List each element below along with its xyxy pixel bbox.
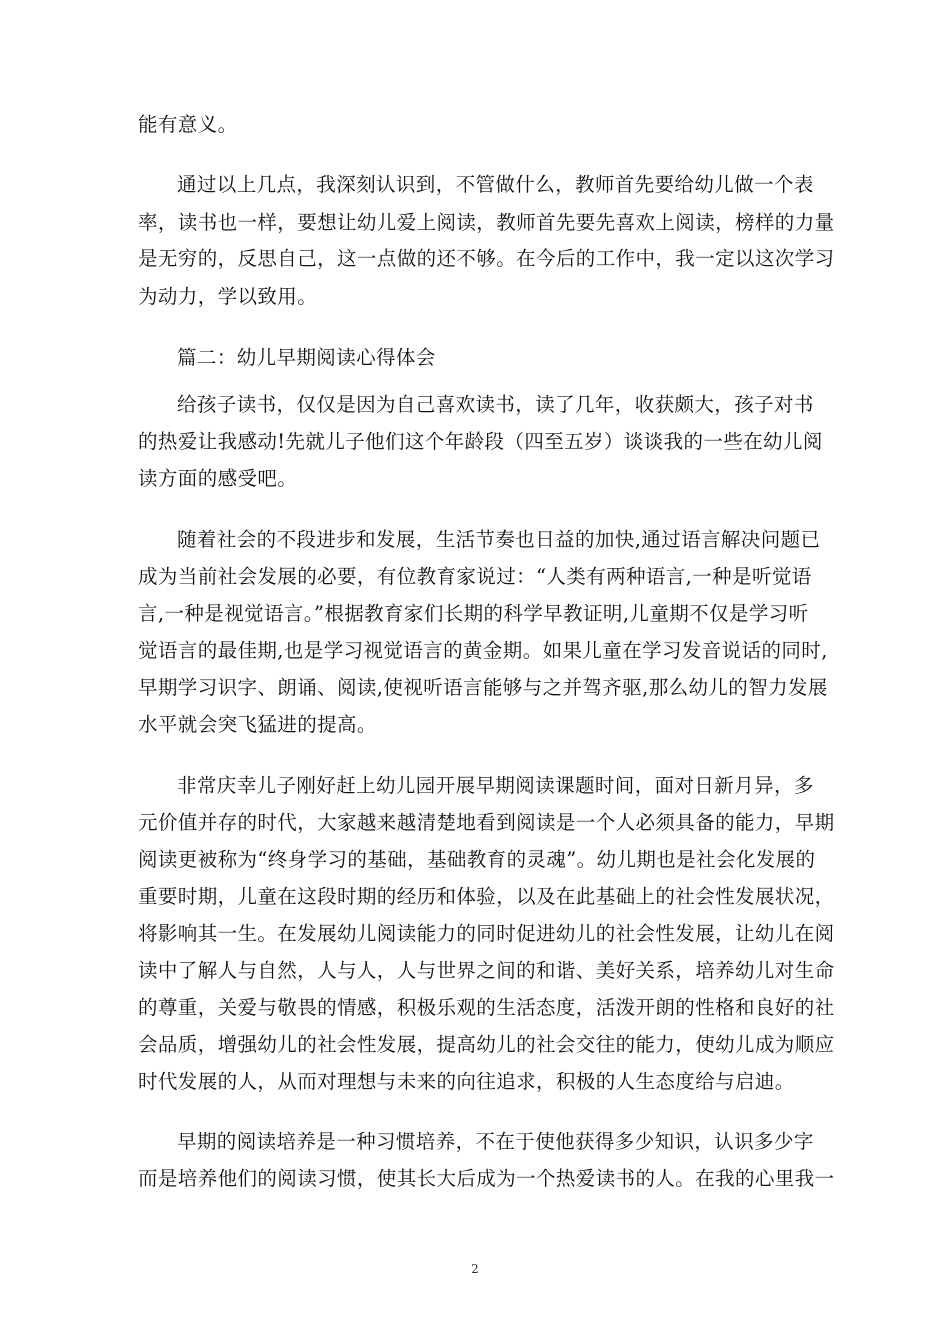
- text-line: 的尊重，关爱与敬畏的情感，积极乐观的生活态度，活泼开朗的性格和良好的社: [138, 996, 835, 1019]
- text-line: 而是培养他们的阅读习惯，使其长大后成为一个热爱读书的人。在我的心里我一: [138, 1167, 835, 1190]
- text-line: 读中了解人与自然，人与人，人与世界之间的和谐、美好关系，培养幼儿对生命: [138, 959, 835, 982]
- text-line: 阅读更被称为“终身学习的基础，基础教育的灵魂”。幼儿期也是社会化发展的: [138, 848, 816, 871]
- text-line: 率，读书也一样，要想让幼儿爱上阅读，教师首先要先喜欢上阅读，榜样的力量: [138, 211, 835, 234]
- text-line: 读方面的感受吧。: [138, 467, 298, 490]
- text-line: 元价值并存的时代，大家越来越清楚地看到阅读是一个人必须具备的能力，早期: [138, 811, 835, 834]
- text-line: 言,一种是视觉语言。”根据教育家们长期的科学早教证明,儿童期不仅是学习听: [138, 602, 809, 625]
- text-line: 会品质，增强幼儿的社会性发展，提高幼儿的社会交往的能力，使幼儿成为顺应: [138, 1033, 835, 1056]
- page-number: 2: [471, 1262, 479, 1276]
- text-line: 觉语言的最佳期,也是学习视觉语言的黄金期。如果儿童在学习发音说话的同时,: [138, 639, 828, 662]
- text-line: 时代发展的人，从而对理想与未来的向往追求，积极的人生态度给与启迪。: [138, 1070, 795, 1093]
- text-line: 成为当前社会发展的必要，有位教育家说过：“人类有两种语言,一种是听觉语: [138, 565, 812, 588]
- text-line: 为动力，学以致用。: [138, 285, 318, 308]
- text-line: 早期学习识字、朗诵、阅读,使视听语言能够与之并驾齐驱,那么幼儿的智力发展: [138, 676, 828, 699]
- text-line: 给孩子读书，仅仅是因为自己喜欢读书，读了几年，收获颇大，孩子对书: [177, 393, 814, 416]
- text-line: 将影响其一生。在发展幼儿阅读能力的同时促进幼儿的社会性发展，让幼儿在阅: [138, 922, 835, 945]
- text-line: 重要时期，儿童在这段时期的经历和体验，以及在此基础上的社会性发展状况，: [138, 885, 835, 908]
- text-line: 随着社会的不段进步和发展，生活节奏也日益的加快,通过语言解决问题已: [177, 528, 821, 551]
- text-line: 通过以上几点，我深刻认识到，不管做什么，教师首先要给幼儿做一个表: [177, 173, 814, 196]
- text-line: 非常庆幸儿子刚好赶上幼儿园开展早期阅读课题时间，面对日新月异，多: [177, 774, 814, 797]
- text-line: 早期的阅读培养是一种习惯培养，不在于使他获得多少知识，认识多少字: [177, 1130, 814, 1153]
- text-line: 是无穷的，反思自己，这一点做的还不够。在今后的工作中，我一定以这次学习: [138, 247, 835, 270]
- text-line: 的热爱让我感动!先就儿子他们这个年龄段（四至五岁）谈谈我的一些在幼儿阅: [138, 430, 823, 453]
- text-line: 能有意义。: [138, 113, 238, 136]
- section-heading: 篇二：幼儿早期阅读心得体会: [177, 346, 436, 369]
- text-line: 水平就会突飞猛进的提高。: [138, 713, 377, 736]
